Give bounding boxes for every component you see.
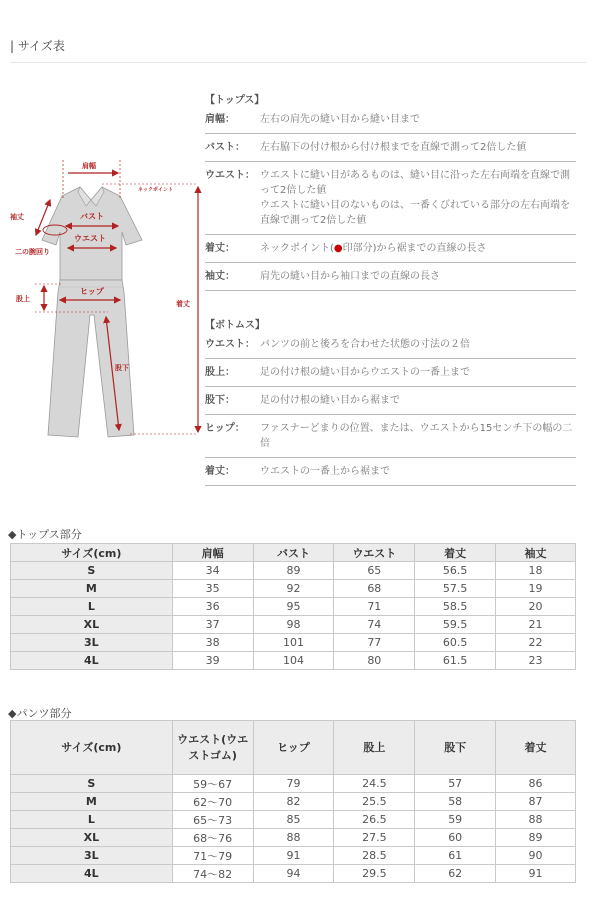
table-header-row [11,544,576,562]
table-cell: 94 [253,865,334,883]
size-cell: 3L [11,847,173,865]
desc-def [260,168,576,228]
table-cell: 37 [172,616,253,634]
table-cell: 87 [496,793,576,811]
table-cell: 79 [253,775,334,793]
header-inseam: 股下 [415,721,496,775]
size-cell: 4L [11,652,173,670]
pants-size-table [10,720,576,883]
table-cell: 68～76 [172,829,253,847]
desc-row-length-bottom [205,458,576,486]
size-cell: M [11,793,173,811]
svg-text:ネックポイント: ネックポイント [138,187,174,193]
table-cell: 18 [496,562,576,580]
table-cell: 60.5 [415,634,496,652]
desc-row-shoulder [205,110,576,134]
desc-row-waist-bottom [205,335,576,359]
svg-text:二の腕回り: 二の腕回り [15,248,50,256]
bottoms-heading: 【ボトムス】 [205,320,265,331]
table-cell: 86 [496,775,576,793]
table-cell: 29.5 [334,865,415,883]
table-cell: 91 [253,847,334,865]
table-row [11,775,576,793]
table-cell: 89 [496,829,576,847]
table-cell: 58.5 [415,598,496,616]
table-cell: 56.5 [415,562,496,580]
header-waist: ウエスト(ウエストゴム) [172,721,253,775]
svg-text:股下: 股下 [115,364,129,372]
header-sleeve: 袖丈 [496,544,576,562]
desc-term: 着丈： [205,243,235,254]
table-cell: 95 [253,598,334,616]
desc-term: 袖丈： [205,271,235,282]
red-dot-icon: ● [333,243,343,254]
table-cell: 25.5 [334,793,415,811]
table-cell: 19 [496,580,576,598]
desc-term: 股下： [205,395,235,406]
desc-def-text: 印部分)から裾までの直線の長さ [342,243,487,254]
table-row [11,634,576,652]
tops-table-caption: ◆トップス部分 [8,528,82,541]
table-cell: 71 [334,598,415,616]
table-cell: 28.5 [334,847,415,865]
header-rise: 股上 [334,721,415,775]
table-row [11,652,576,670]
header-size: サイズ(cm) [11,721,173,775]
desc-term: ウエスト： [205,170,255,181]
measurement-illustration [0,140,205,440]
measurement-descriptions [205,92,576,486]
size-cell: M [11,580,173,598]
table-cell: 24.5 [334,775,415,793]
table-cell: 57.5 [415,580,496,598]
desc-term: 着丈： [205,466,235,477]
desc-def: 左右の肩先の縫い目から縫い目まで [260,114,420,125]
desc-def: 足の付け根の縫い目から裾まで [260,395,400,406]
table-header-row [11,721,576,775]
table-cell: 71～79 [172,847,253,865]
table-row [11,811,576,829]
header-bust: バスト [253,544,334,562]
table-row [11,598,576,616]
table-cell: 22 [496,634,576,652]
desc-row-sleeve [205,263,576,291]
desc-term: バスト： [205,142,245,153]
table-row [11,865,576,883]
title-divider [10,62,586,63]
table-row [11,847,576,865]
desc-def: ウエストの一番上から裾まで [260,466,390,477]
desc-def-text: ネックポイント( [260,243,334,254]
desc-def: 足の付け根の縫い目からウエストの一番上まで [260,367,470,378]
table-row [11,829,576,847]
table-cell: 35 [172,580,253,598]
table-cell: 77 [334,634,415,652]
table-row [11,616,576,634]
table-cell: 36 [172,598,253,616]
desc-def: 肩先の縫い目から袖口までの直線の長さ [260,271,440,282]
size-cell: 4L [11,865,173,883]
desc-term: 肩幅： [205,114,235,125]
table-cell: 62～70 [172,793,253,811]
table-cell: 92 [253,580,334,598]
table-cell: 88 [496,811,576,829]
pants-shape [48,280,134,437]
svg-text:肩幅: 肩幅 [82,162,96,170]
desc-row-hip [205,415,576,458]
table-cell: 59.5 [415,616,496,634]
desc-row-length [205,235,576,263]
size-cell: 3L [11,634,173,652]
page-title: | サイズ表 [10,39,65,53]
table-cell: 80 [334,652,415,670]
desc-row-waist [205,162,576,235]
table-cell: 60 [415,829,496,847]
table-cell: 58 [415,793,496,811]
table-cell: 65 [334,562,415,580]
table-cell: 88 [253,829,334,847]
table-cell: 59～67 [172,775,253,793]
header-length: 着丈 [415,544,496,562]
size-cell: S [11,562,173,580]
desc-def [260,241,576,256]
table-cell: 90 [496,847,576,865]
desc-term: ウエスト： [205,339,255,350]
desc-term: ヒップ： [205,423,245,434]
table-cell: 38 [172,634,253,652]
table-cell: 61.5 [415,652,496,670]
header-waist: ウエスト [334,544,415,562]
table-cell: 21 [496,616,576,634]
header-size: サイズ(cm) [11,544,173,562]
size-cell: L [11,811,173,829]
table-row [11,580,576,598]
table-cell: 65～73 [172,811,253,829]
table-cell: 89 [253,562,334,580]
table-cell: 23 [496,652,576,670]
table-cell: 26.5 [334,811,415,829]
desc-def: 左右脇下の付け根から付け根までを直線で測って2倍した値 [260,142,527,153]
table-cell: 27.5 [334,829,415,847]
table-cell: 74～82 [172,865,253,883]
desc-row-inseam [205,387,576,415]
desc-def: パンツの前と後ろを合わせた状態の寸法の２倍 [260,339,470,350]
table-row [11,793,576,811]
table-cell: 68 [334,580,415,598]
table-cell: 82 [253,793,334,811]
table-cell: 74 [334,616,415,634]
table-cell: 20 [496,598,576,616]
pants-table-caption: ◆パンツ部分 [8,707,72,720]
size-cell: L [11,598,173,616]
header-shoulder: 肩幅 [172,544,253,562]
header-hip: ヒップ [253,721,334,775]
svg-text:ウエスト: ウエスト [74,234,106,243]
desc-def-line: ウエストに縫い目のないものは、一番くびれている部分の左右両端を直線で測って2倍した値 [260,200,570,226]
svg-text:股上: 股上 [16,295,30,303]
table-cell: 98 [253,616,334,634]
svg-text:バスト: バスト [80,212,104,221]
desc-def: ファスナーどまりの位置、または、ウエストから15センチ下の幅の二倍 [260,423,573,449]
size-cell: XL [11,829,173,847]
table-cell: 34 [172,562,253,580]
tops-size-table [10,543,576,670]
table-cell: 57 [415,775,496,793]
table-cell: 101 [253,634,334,652]
table-cell: 104 [253,652,334,670]
table-cell: 91 [496,865,576,883]
table-cell: 59 [415,811,496,829]
table-cell: 62 [415,865,496,883]
desc-term: 股上： [205,367,235,378]
size-cell: XL [11,616,173,634]
table-cell: 85 [253,811,334,829]
header-length: 着丈 [496,721,576,775]
table-cell: 39 [172,652,253,670]
table-cell: 61 [415,847,496,865]
svg-text:着丈: 着丈 [176,300,190,308]
tops-heading: 【トップス】 [205,95,265,106]
desc-def-line: ウエストに縫い目があるものは、縫い目に沿った左右両端を直線で測って2倍した値 [260,170,570,196]
size-cell: S [11,775,173,793]
svg-text:袖丈: 袖丈 [10,213,24,221]
desc-row-rise [205,359,576,387]
table-row [11,562,576,580]
desc-row-bust [205,134,576,162]
svg-text:ヒップ: ヒップ [80,287,104,296]
